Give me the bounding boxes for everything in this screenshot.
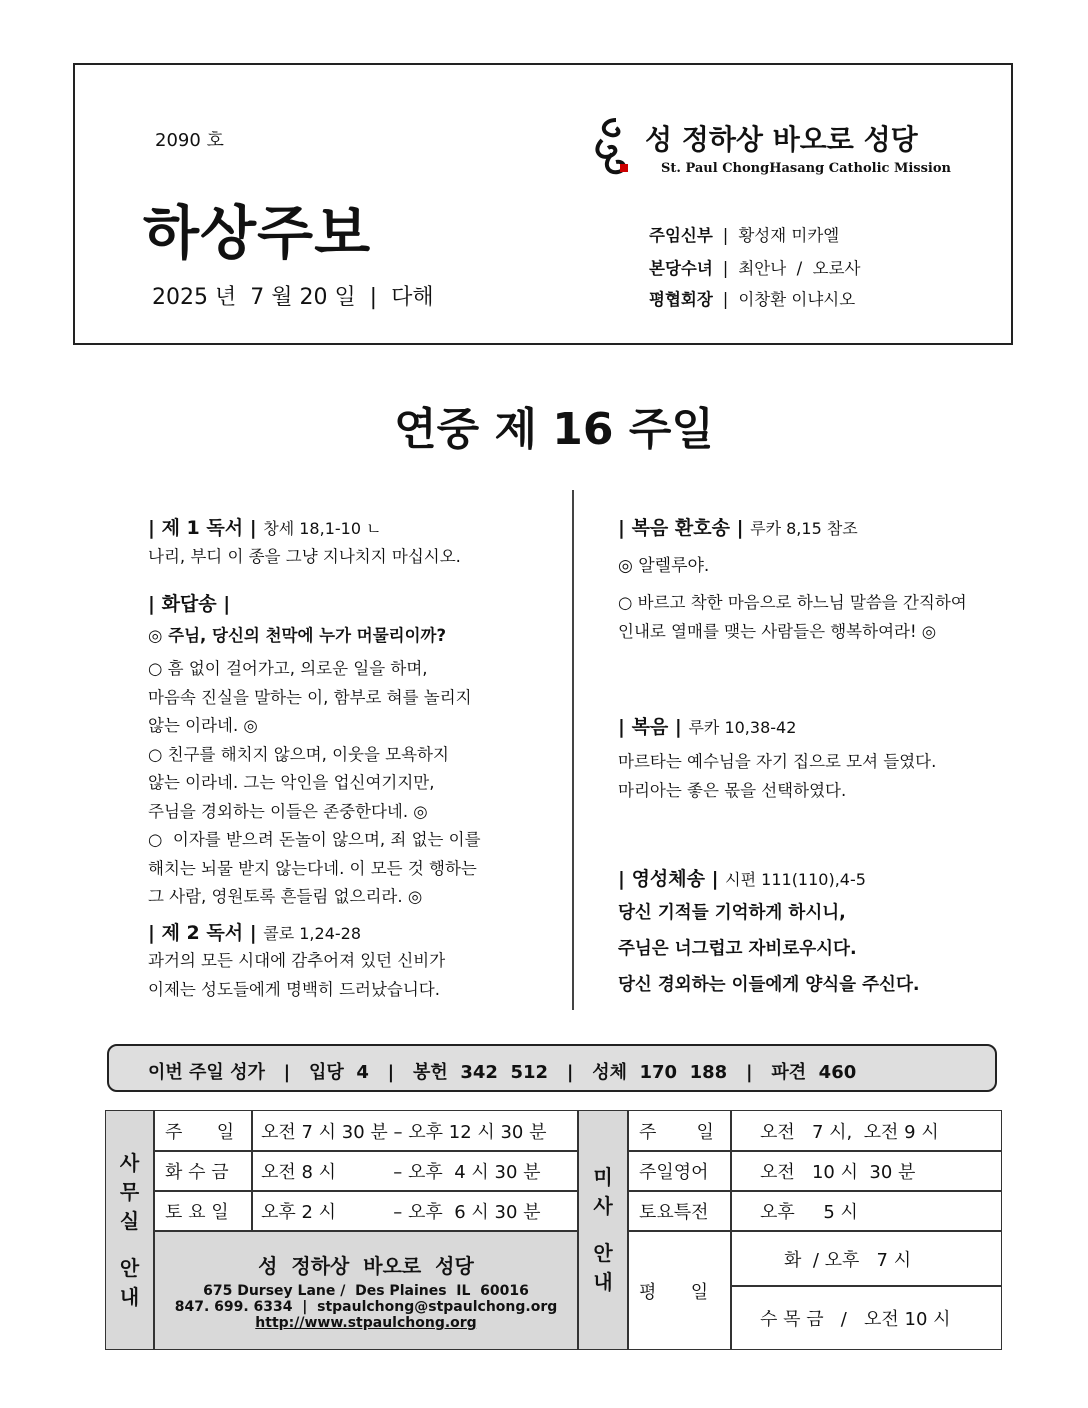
mass-time: 오후 5 시 [731, 1191, 1002, 1231]
church-logo-icon [594, 116, 630, 178]
office-time: 오전 7 시 30 분 – 오후 12 시 30 분 [252, 1110, 578, 1151]
text-line: 않는 이라네. 그는 악인을 업신여기지만, [148, 773, 435, 792]
office-time: 오후 2 시 – 오후 6 시 30 분 [252, 1191, 578, 1231]
gospel-ref: 루카 10,38-42 [688, 718, 797, 737]
label-char: 실 [119, 1208, 140, 1233]
church-contact: 847. 699. 6334 | stpaulchong@stpaulchong.org [174, 1299, 558, 1315]
staff-name: 최안나 / 오로사 [738, 259, 861, 278]
acclamation-response: ◎ 알렐루야. [618, 556, 710, 576]
acclamation-label: 복음 환호송 [631, 517, 730, 539]
staff-name: 이창환 이냐시오 [738, 290, 856, 309]
acclamation-heading: | 복음 환호송 | 루카 8,15 참조 [618, 517, 858, 539]
second-reading-heading: | 제 2 독서 | 콜로 1,24-28 [148, 922, 362, 944]
text-line: 마음속 진실을 말하는 이, 함부로 혀를 놀리지 [148, 687, 472, 707]
text-line: 당신 경외하는 이들에게 양식을 주신다. [618, 975, 920, 995]
label-char: 무 [119, 1179, 140, 1204]
hymn-numbers: 이번 주일 성가 | 입당 4 | 봉헌 342 512 | 성체 170 188 | 파견 460 [148, 1062, 857, 1083]
mass-weekday-time: 화 / 오후 7 시 [731, 1231, 1002, 1286]
text-line: 그 사람, 영원토록 흔들림 없으리라. ◎ [148, 887, 423, 906]
church-address-box [154, 1231, 578, 1350]
gospel-label: 복음 [631, 716, 669, 738]
office-day: 화 수 금 [154, 1151, 252, 1191]
text-line: ○ 이자를 받으려 돈놀이 않으며, 죄 없는 이를 [148, 830, 481, 849]
staff-role: 평협회장 [649, 290, 713, 309]
mass-day: 토요특전 [628, 1191, 731, 1231]
main-title: 연중 제 16 주일 [394, 404, 714, 455]
label-char: 내 [593, 1270, 613, 1294]
acclamation-text [618, 589, 967, 646]
mass-day: 주일영어 [628, 1151, 731, 1191]
text-line: 이제는 성도들에게 명백히 드러났습니다. [148, 979, 440, 999]
communion-ref: 시편 111(110),4-5 [725, 870, 866, 889]
psalm-heading: | 화답송 | [148, 593, 231, 615]
church-website-link[interactable]: http://www.stpaulchong.org [255, 1315, 477, 1331]
staff-pastor: 주임신부 | 황성재 미카엘 [649, 222, 839, 246]
text-line: 당신 기적들 기억하게 하시니, [618, 903, 846, 923]
mass-label [578, 1110, 628, 1350]
text-line: 마리아는 좋은 몫을 선택하였다. [618, 780, 847, 800]
church-name: 성 정하상 바오로 성당 [258, 1254, 474, 1278]
office-day: 토 요 일 [154, 1191, 252, 1231]
church-name-korean: 성 정하상 바오로 성당 [645, 123, 918, 156]
label-char: 내 [119, 1284, 140, 1309]
column-divider [572, 490, 574, 1010]
office-day: 주 일 [154, 1110, 252, 1151]
label-char: 안 [119, 1255, 140, 1280]
psalm-verses [148, 655, 481, 912]
gospel-heading: | 복음 | 루카 10,38-42 [618, 716, 797, 738]
text-line: ○ 친구를 해치지 않으며, 이웃을 모욕하지 [148, 744, 449, 764]
label-char: 안 [593, 1241, 613, 1265]
second-reading-text [148, 947, 445, 1004]
label-char: 사 [119, 1150, 140, 1175]
communion-heading: | 영성체송 | 시편 111(110),4-5 [618, 868, 866, 890]
staff-role: 주임신부 [649, 226, 713, 245]
psalm-response: ◎ 주님, 당신의 천막에 누가 머물리이까? [148, 626, 447, 645]
text-line: 인내로 열매를 맺는 사람들은 행복하여라! ◎ [618, 621, 937, 641]
communion-text [618, 895, 920, 1003]
office-label [105, 1110, 154, 1350]
first-reading-label: 제 1 독서 [161, 517, 244, 539]
mass-day: 주 일 [628, 1110, 731, 1151]
text-line: 마르타는 예수님을 자기 집으로 모셔 들였다. [618, 752, 937, 771]
church-address: 675 Dursey Lane / Des Plaines IL 60016 [203, 1283, 529, 1299]
first-reading-ref: 창세 18,1-10 ㄴ [263, 519, 382, 538]
bulletin-title: 하상주보 [143, 199, 372, 267]
text-line: 않는 이라네. ◎ [148, 716, 258, 735]
second-reading-label: 제 2 독서 [161, 922, 244, 944]
first-reading-text [148, 543, 461, 572]
label-char: 미 [593, 1165, 613, 1189]
label-char: 사 [593, 1194, 613, 1218]
mass-weekday-label: 평 일 [628, 1231, 731, 1350]
issue-number: 2090 호 [155, 130, 224, 151]
text-line: ○ 흠 없이 걸어가고, 의로운 일을 하며, [148, 659, 428, 678]
mass-time: 오전 7 시, 오전 9 시 [731, 1110, 1002, 1151]
text-line: ○ 바르고 착한 마음으로 하느님 말씀을 간직하여 [618, 593, 967, 612]
church-name-english: St. Paul ChongHasang Catholic Mission [661, 161, 951, 176]
text-line: 과거의 모든 시대에 감추어져 있던 신비가 [148, 951, 446, 970]
text-line: 주님은 너그럽고 자비로우시다. [618, 939, 857, 959]
communion-label: 영성체송 [631, 868, 705, 890]
text-line: 해치는 뇌물 받지 않는다네. 이 모든 것 행하는 [148, 858, 477, 878]
gospel-text [618, 748, 936, 805]
date-line: 2025 년 7 월 20 일 | 다해 [152, 285, 434, 310]
text-line: 주님을 경외하는 이들은 존중한다네. ◎ [148, 801, 428, 821]
staff-name: 황성재 미카엘 [738, 226, 840, 245]
staff-president: 평협회장 | 이창환 이냐시오 [649, 286, 855, 310]
staff-role: 본당수녀 [649, 259, 713, 278]
psalm-label: 화답송 [161, 593, 217, 615]
mass-weekday-time: 수 목 금 / 오전 10 시 [731, 1286, 1002, 1350]
first-reading-heading: | 제 1 독서 | 창세 18,1-10 ㄴ [148, 517, 382, 539]
schedule-table [105, 1110, 1002, 1350]
mass-time: 오전 10 시 30 분 [731, 1151, 1002, 1191]
second-reading-ref: 콜로 1,24-28 [263, 924, 362, 943]
acclamation-ref: 루카 8,15 참조 [750, 519, 858, 538]
office-time: 오전 8 시 – 오후 4 시 30 분 [252, 1151, 578, 1191]
staff-sister: 본당수녀 | 최안나 / 오로사 [649, 255, 861, 279]
text-line: 나리, 부디 이 종을 그냥 지나치지 마십시오. [148, 547, 461, 566]
